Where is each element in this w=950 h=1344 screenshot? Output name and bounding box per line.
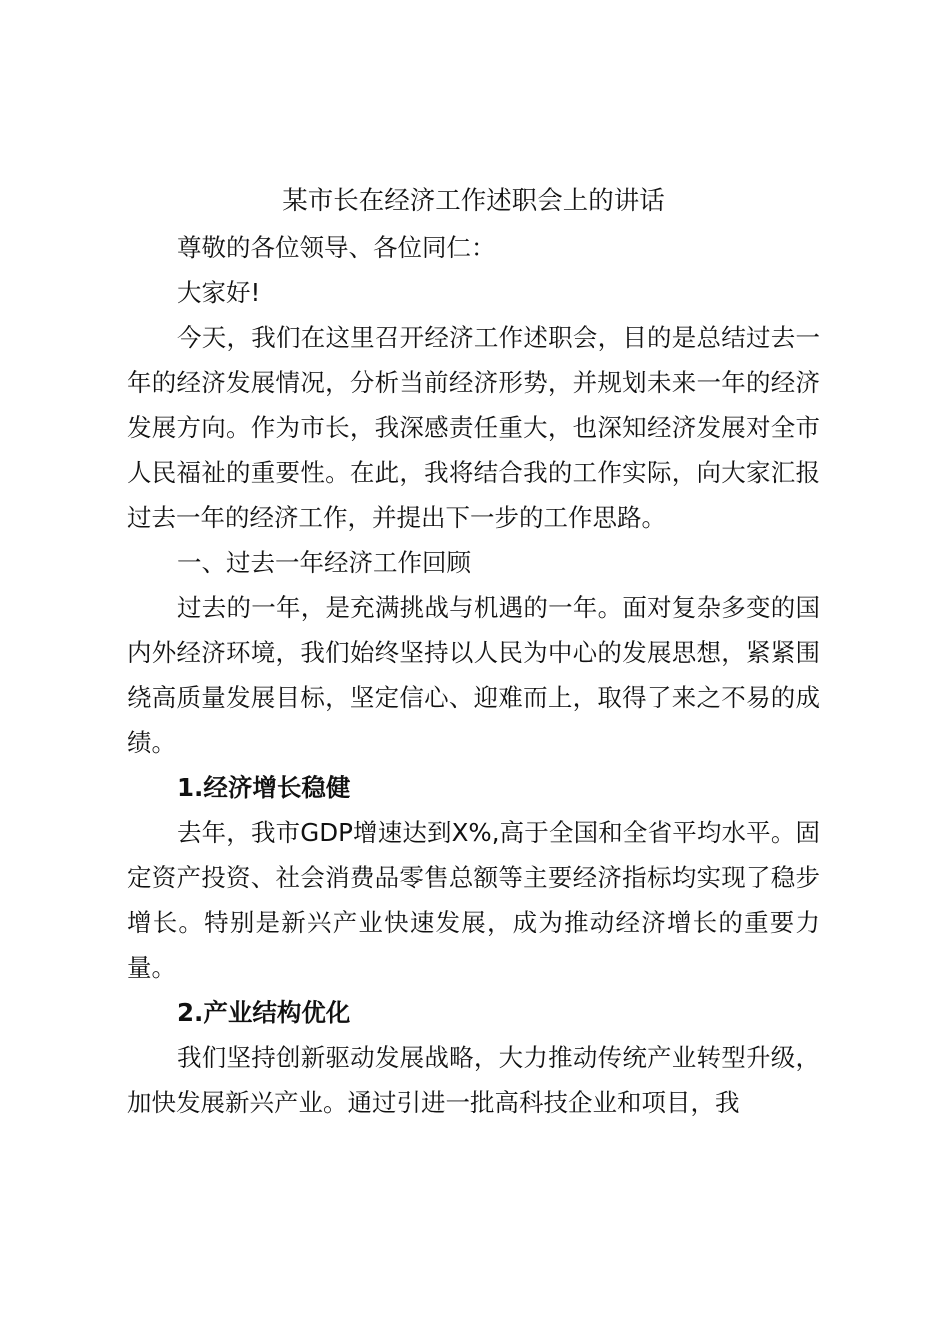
growth-paragraph: 去年，我市GDP增速达到X%,高于全国和全省平均水平。固定资产投资、社会消费品零售总额等主要经济指标均实现了稳步增长。特别是新兴产业快速发展，成为推动经济增长的重要力量。 [127,818,820,982]
greeting: 大家好! [177,278,261,307]
salutation: 尊敬的各位领导、各位同仁： [177,233,496,262]
intro-paragraph: 今天，我们在这里召开经济工作述职会，目的是总结过去一年的经济发展情况，分析当前经济形势，并规划未来一年的经济发展方向。作为市长，我深感责任重大，也深知经济发展对全市人民福祉的重要性。在此，我将结合我的工作实际，向大家汇报过去一年的经济工作，并提出下一步的工作思路。 [127,323,820,532]
structure-paragraph: 我们坚持创新驱动发展战略，大力推动传统产业转型升级，加快发展新兴产业。通过引进一批高科技企业和项目，我 [127,1043,820,1117]
section-heading-review: 一、过去一年经济工作回顾 [177,548,471,577]
document-body [127,177,820,1125]
subheading-structure: 2.产业结构优化 [177,998,351,1027]
review-paragraph: 过去的一年，是充满挑战与机遇的一年。面对复杂多变的国内外经济环境，我们始终坚持以人民为中心的发展思想，紧紧围绕高质量发展目标，坚定信心、迎难而上，取得了来之不易的成绩。 [127,593,820,757]
subheading-growth: 1.经济增长稳健 [177,773,351,802]
document-title: 某市长在经济工作述职会上的讲话 [282,186,665,216]
